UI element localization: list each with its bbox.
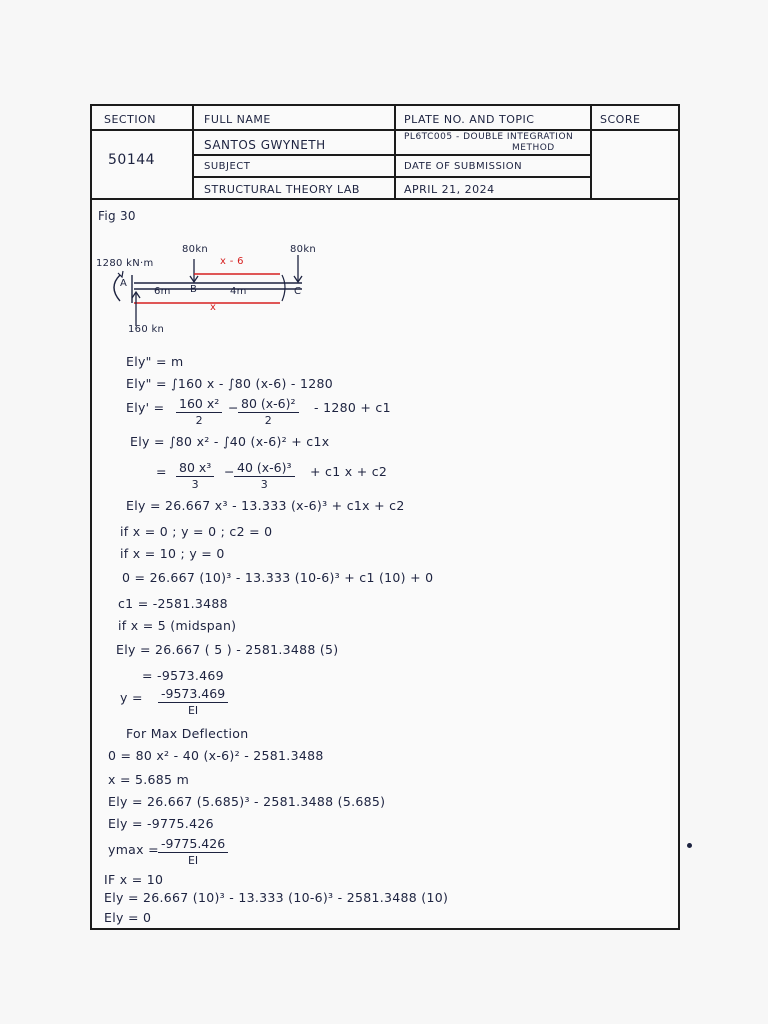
span-ab: 6m [154,286,171,297]
fraction-numerator: 160 x² [176,396,222,413]
fraction-numerator: -9573.469 [158,686,228,703]
work-line-11: if x = 5 (midspan) [118,618,237,633]
subject-value: STRUCTURAL THEORY LAB [204,183,360,196]
header-row-line [192,176,590,178]
plate-value-line2: METHOD [512,143,555,153]
work-line-17: x = 5.685 m [108,772,190,787]
section-label: SECTION [104,113,156,126]
label-a: A [120,278,128,289]
fullname-value: SANTOS GWYNETH [204,138,326,152]
work-line-4: Ely = ∫80 x² - ∫40 (x-6)² + c1x [130,434,330,449]
work-line-8: if x = 10 ; y = 0 [120,546,225,561]
work-line-23: Ely = 0 [104,910,152,925]
date-value: APRIL 21, 2024 [404,183,495,196]
label-b: B [190,284,198,295]
work-line-20-prefix: ymax = [108,842,159,857]
header-row-line [192,154,590,156]
plate-value-line1: PL6TC005 - DOUBLE INTEGRATION [404,132,574,142]
fraction-40x [234,460,295,491]
work-line-15: For Max Deflection [126,726,249,741]
fraction-denominator: 3 [191,478,199,491]
work-line-7: if x = 0 ; y = 0 ; c2 = 0 [120,524,273,539]
work-line-10: c1 = -2581.3488 [118,596,228,611]
label-c: C [294,286,302,297]
load-c-label: 80kn [290,244,317,255]
fraction-denominator: EI [187,704,199,717]
work-line-22: Ely = 26.667 (10)³ - 13.333 (10-6)³ - 2581.3488 (10) [104,890,449,905]
work-line-18: Ely = 26.667 (5.685)³ - 2581.3488 (5.685) [108,794,386,809]
work-line-12: Ely = 26.667 ( 5 ) - 2581.3488 (5) [116,642,339,657]
fraction-denominator: 2 [195,414,203,427]
header-row-line [590,129,678,131]
work-line-2: Ely" = ∫160 x - ∫80 (x-6) - 1280 [126,376,334,391]
fraction-ymax [158,836,228,867]
fraction-numerator: 80 x³ [176,460,214,477]
x-label: x [210,302,217,313]
minus-sign: − [224,464,235,479]
reaction-label: 160 kn [128,324,165,335]
work-line-3-prefix: Ely' = [126,400,165,415]
score-label: SCORE [600,113,641,126]
fraction-denominator: 2 [264,414,272,427]
span-bc: 4m [230,286,247,297]
header-divider [192,106,194,200]
fraction-numerator: 40 (x-6)³ [234,460,295,477]
work-line-5-suffix: + c1 x + c2 [310,464,388,479]
work-line-19: Ely = -9775.426 [108,816,214,831]
fraction-80x3 [176,460,214,491]
fraction-160x2 [176,396,222,427]
plate-label: PLATE NO. AND TOPIC [404,113,535,126]
date-label: DATE OF SUBMISSION [404,161,523,172]
minus-sign: − [228,400,239,415]
figure-title: Fig 30 [98,209,136,223]
moment-label: 1280 kN·m [96,258,154,269]
work-line-13: = -9573.469 [142,668,224,683]
subject-label: SUBJECT [204,161,251,172]
header-divider [394,106,396,200]
fullname-label: FULL NAME [204,113,271,126]
segment-label: x - 6 [220,256,244,267]
header-row-line [192,129,590,131]
load-b-label: 80kn [182,244,209,255]
work-line-5-prefix: = [156,464,167,479]
header-row-line [92,129,192,131]
fraction-numerator: 80 (x-6)² [238,396,299,413]
work-line-16: 0 = 80 x² - 40 (x-6)² - 2581.3488 [108,748,324,763]
work-line-1: Ely" = m [126,354,184,369]
fraction-denominator: 3 [260,478,268,491]
header-divider [590,106,592,200]
work-line-14-prefix: y = [120,690,143,705]
fraction-numerator: -9775.426 [158,836,228,853]
work-line-9: 0 = 26.667 (10)³ - 13.333 (10-6)³ + c1 (10) + 0 [122,570,434,585]
work-line-21: IF x = 10 [104,872,164,887]
section-value: 50144 [108,152,156,168]
section-cut [282,275,285,301]
ink-dot [687,843,692,848]
fraction-denominator: EI [187,854,199,867]
work-line-6: Ely = 26.667 x³ - 13.333 (x-6)³ + c1x + c2 [126,498,405,513]
fraction-y [158,686,228,717]
work-line-3-suffix: - 1280 + c1 [314,400,391,415]
worksheet [90,104,680,930]
fraction-80x [238,396,299,427]
